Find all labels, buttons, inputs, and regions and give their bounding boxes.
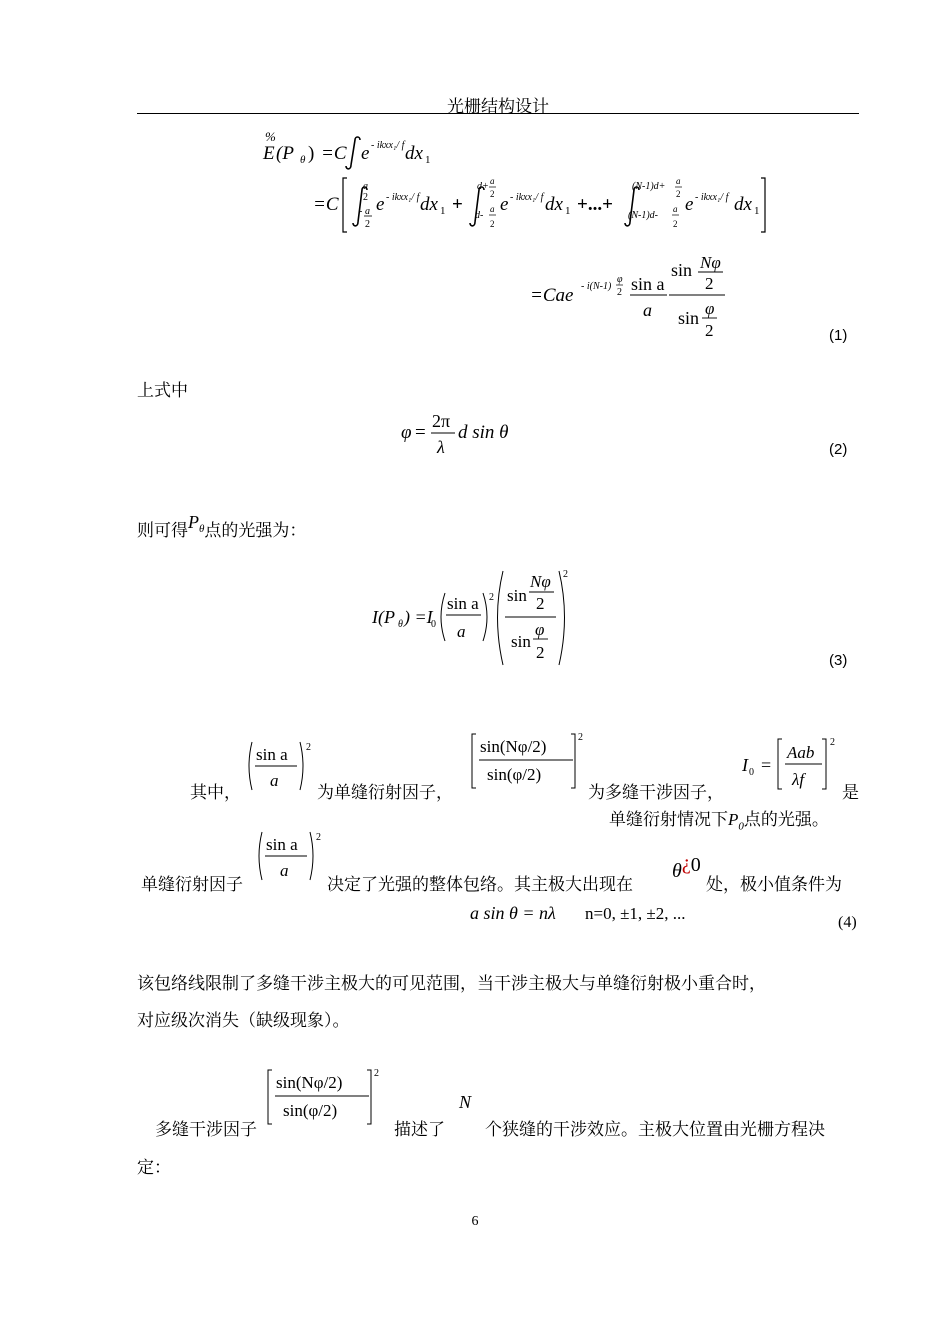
svg-text:sin: sin [507,586,527,605]
text-dan-lead: 单缝衍射因子 [141,875,243,895]
svg-text:dx: dx [734,194,752,215]
svg-text:2: 2 [705,321,714,340]
equation-1 [255,130,795,345]
svg-text:- i(N-1): - i(N-1) [581,281,612,292]
svg-text:Aab: Aab [787,743,815,762]
svg-text:1: 1 [440,205,446,217]
svg-text:e: e [685,194,694,215]
svg-text:a: a [673,204,678,214]
svg-text:2: 2 [617,287,622,298]
single-slit-factor-formula-2 [254,828,329,888]
svg-text:a: a [457,622,466,641]
single-slit-factor-formula [244,738,319,798]
svg-text:a: a [643,300,652,320]
equation-3-number: (3) [829,652,848,669]
svg-text:sin a: sin a [266,835,298,854]
svg-text:sin a: sin a [447,594,479,613]
svg-text:) =I: ) =I [404,607,433,627]
svg-text:sin(φ/2): sin(φ/2) [283,1101,338,1120]
eq1-line2-eq: =C [313,194,339,215]
svg-text:2: 2 [490,189,495,199]
svg-text:2: 2 [676,189,681,199]
text-shangshi: 上式中 [137,381,188,401]
svg-text:sin a: sin a [631,274,665,294]
svg-text:0: 0 [749,767,754,778]
svg-text:a: a [270,771,279,790]
right-paren [559,571,565,665]
text-duofeng-text1: 描述了 [394,1120,445,1140]
svg-text:2: 2 [536,594,545,613]
page-header-title: 光栅结构设计 [447,97,549,117]
svg-text:I(P: I(P [372,607,395,627]
svg-text:sin: sin [511,632,531,651]
svg-text:2: 2 [673,219,678,229]
minimum-condition: a sin θ = nλ [470,903,556,923]
svg-text:φ: φ [401,422,412,443]
svg-text:+: + [452,194,463,215]
svg-text:sin(Nφ/2): sin(Nφ/2) [480,737,547,756]
svg-text:dx: dx [420,194,438,215]
equation-1-number: (1) [829,327,848,344]
svg-text:I: I [742,755,748,775]
text-duofeng-lead: 多缝干涉因子 [155,1120,257,1140]
svg-text:2: 2 [490,219,495,229]
text-baoluo-line2: 对应级次消失（缺级现象）。 [137,1011,350,1031]
n-values: n=0, ±1, ±2, ... [585,904,686,923]
eq1-exp: - ikxx₁/ f [371,140,405,151]
svg-text:sin: sin [671,260,693,280]
eq1-e: e [361,143,370,164]
svg-text:a: a [490,204,495,214]
text-duofeng-text2: 个狭缝的干涉效应。主极大位置由光栅方程决 [485,1120,825,1140]
header-rule [137,113,859,114]
svg-text:=: = [415,422,426,443]
eq1-dx: dx [405,143,423,164]
svg-text:2: 2 [363,192,368,203]
svg-text:- ikxx₁/ f: - ikxx₁/ f [510,192,544,203]
text-dan-text1: 决定了光强的整体包络。其主极大出现在 [327,875,633,895]
svg-text:2: 2 [578,732,583,743]
svg-text:(N-1)d-: (N-1)d- [628,210,658,221]
svg-text:2: 2 [563,569,568,580]
svg-text:λf: λf [792,770,805,789]
svg-text:a: a [280,861,289,880]
eq1-lhs-close: ) [308,143,315,164]
svg-text:(N-1)d+: (N-1)d+ [632,181,666,192]
svg-text:Nφ: Nφ [700,253,721,272]
svg-text:e: e [376,194,385,215]
left-bracket [343,178,347,232]
right-bracket [761,178,765,232]
svg-text:dx: dx [545,194,563,215]
text-baoluo-line1: 该包络线限制了多缝干涉主极大的可见范围，当干涉主极大与单缝衍射极小重合时， [137,974,766,994]
equation-2-number: (2) [829,441,848,458]
text-dan-text2: 处，极小值条件为 [706,875,842,895]
eq1-lhs-E: E [263,143,275,164]
svg-text:φ: φ [535,620,545,639]
I0-formula [738,733,848,793]
svg-text:sin a: sin a [256,745,288,764]
left-paren [441,593,445,641]
N-symbol: N [459,1092,472,1112]
text-qizhong-line2: 单缝衍射情况下$P_0$点的光强。 [609,810,829,833]
svg-text:0: 0 [431,619,436,630]
svg-text:- ikxx₁/ f: - ikxx₁/ f [695,192,729,203]
svg-text:d-: d- [475,210,484,221]
svg-text:=: = [761,755,772,775]
svg-text:2: 2 [306,742,311,753]
text-duofeng-line2: 定： [137,1158,171,1178]
svg-text:sin(φ/2): sin(φ/2) [487,765,542,784]
eq1-tilde: % [265,130,276,144]
svg-text:2: 2 [705,274,714,293]
svg-text:d+: d+ [477,181,489,192]
equation-4-number: (4) [838,914,857,931]
eq1-eq: =C [321,143,347,164]
svg-text:1: 1 [754,205,760,217]
svg-text:2: 2 [374,1068,379,1079]
eq1-line3-eq: =Cae [530,285,574,306]
svg-text:2: 2 [536,643,545,662]
svg-text:λ: λ [437,437,445,457]
equation-2 [395,405,525,460]
integral-sign [346,137,360,169]
text-qizhong-mid1: 为单缝衍射因子， [317,783,453,803]
svg-text:a: a [490,176,495,186]
text-zeke: 则可得$P_\theta$点的光强为： [137,512,307,541]
svg-text:2: 2 [489,592,494,603]
eq1-lhs-arg: (P [276,143,294,164]
right-paren [483,593,487,641]
multi-slit-factor-formula [470,730,590,795]
svg-text:2: 2 [365,219,370,230]
svg-text:-: - [359,206,363,217]
svg-text:- ikxx₁/ f: - ikxx₁/ f [386,192,420,203]
svg-text:a: a [676,176,681,186]
svg-text:2π: 2π [432,411,451,431]
svg-text:a: a [365,206,370,217]
page-number: 6 [471,1214,479,1229]
svg-text:+...+: +...+ [577,194,613,215]
text-qizhong-tail: 是 [842,783,859,803]
equation-3 [368,565,588,670]
multi-slit-factor-formula-2 [266,1066,388,1131]
svg-text:φ: φ [705,299,715,318]
text-qizhong-lead: 其中， [190,783,241,803]
svg-text:2: 2 [316,832,321,843]
svg-text:1: 1 [565,205,571,217]
svg-text:a: a [363,181,368,192]
svg-text:θ: θ [398,619,403,630]
svg-text:sin(Nφ/2): sin(Nφ/2) [276,1073,343,1092]
svg-text:sin: sin [678,308,700,328]
svg-text:2: 2 [830,737,835,748]
theta-symbol: θ¿0 [672,852,701,882]
eq1-dx-sub: 1 [425,154,431,166]
left-paren [498,571,504,665]
svg-text:φ: φ [617,274,623,285]
eq1-lhs-sub: θ [300,154,306,166]
svg-text:d sin θ: d sin θ [458,422,509,443]
svg-text:Nφ: Nφ [530,572,551,591]
text-qizhong-mid2: 为多缝干涉因子， [588,783,724,803]
svg-text:e: e [500,194,509,215]
